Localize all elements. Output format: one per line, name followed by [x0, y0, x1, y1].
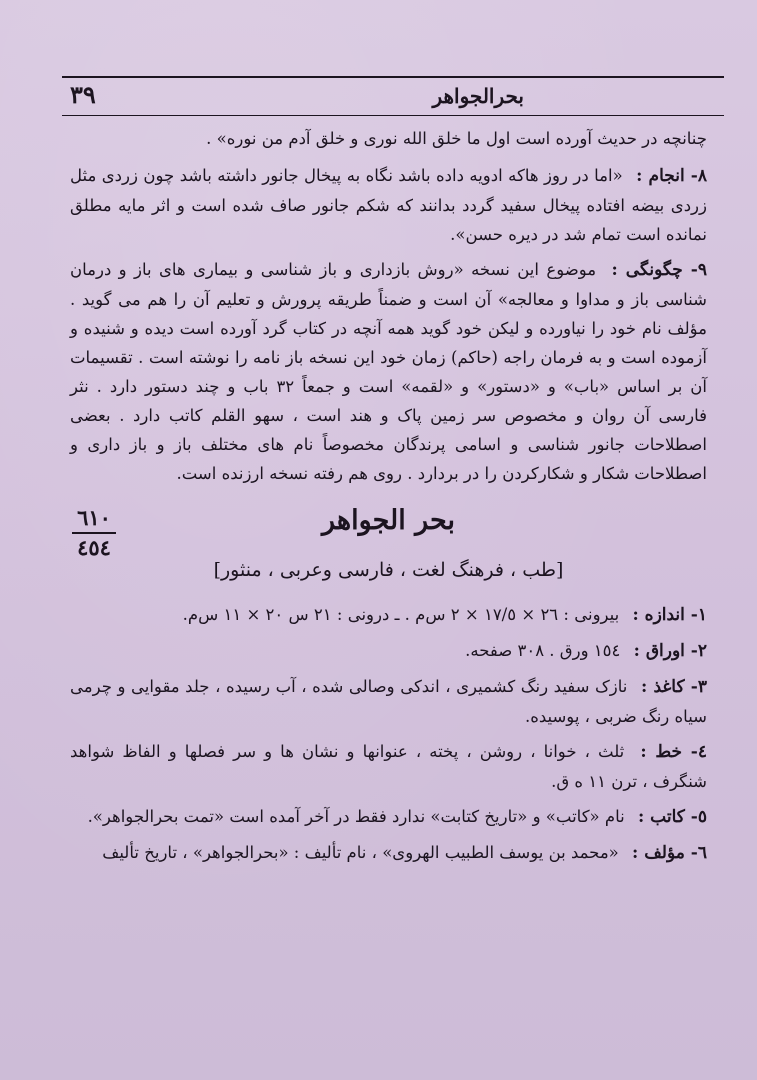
field-text: نازک سفید رنگ کشمیری ، اندکی وصالی شده ، آب رسیده ، جلد مقوایی و چرمی سیاه رنگ ضربی ، پوسیده.: [70, 677, 707, 726]
field-paper: [70, 672, 707, 731]
field-label: ١- اندازه :: [632, 605, 707, 625]
header-top-rule: [62, 76, 724, 78]
field-label: ٤- خط :: [640, 742, 708, 762]
field-ending: [70, 161, 707, 249]
field-text: ثلث ، خوانا ، روشن ، پخته ، عنوانها و نشان ها و سر فصلها و الفاظ شواهد شنگرف ، ترن ١١ ه ق.: [70, 742, 707, 791]
field-text: ١٥٤ ورق . ٣٠٨ صفحه.: [465, 641, 621, 660]
quote-continuation: چنانچه در حدیث آورده است اول ما خلق الله نوری و خلق آدم من نوره» .: [206, 129, 707, 148]
field-script: [70, 737, 707, 796]
field-label: ٩- چگونگی :: [611, 260, 708, 280]
running-title: بحرالجواهر: [432, 84, 524, 108]
page-number: ٣٩: [70, 80, 96, 109]
entry-title: بحر الجواهر: [322, 505, 455, 536]
field-folios: [70, 636, 707, 666]
field-label: ٢- اوراق :: [633, 641, 707, 661]
page-header: [62, 76, 724, 116]
field-label: ٨- انجام :: [636, 166, 707, 186]
header-bottom-rule: [62, 115, 724, 116]
catalog-number-top: ٦١٠: [77, 505, 111, 530]
entry-heading: [70, 504, 707, 596]
field-description: [70, 255, 707, 488]
page-content: [70, 124, 707, 874]
field-label: ٥- کاتب :: [637, 807, 707, 827]
entry-subtitle: [طب ، فرهنگ لغت ، فارسی وعربی ، منثور]: [213, 559, 564, 581]
field-label: ٦- مؤلف :: [632, 843, 707, 863]
field-text: «محمد بن یوسف الطبیب الهروی» ، نام تألیف : «بحرالجواهر» ، تاریخ تألیف: [102, 843, 619, 862]
field-scribe: [70, 802, 707, 832]
field-text: «اما در روز هاکه ادویه داده باشد نگاه به پیخال جانور داشته باشد چون زردی مثل زردی بیضه افتاده پیخال سفید گردد بدانند که شکم جانور صاف شده است و اثر مایه مطلق نمانده است تمام شد در دیره حسن».: [70, 166, 707, 244]
field-size: [70, 600, 707, 630]
field-text: بیرونی : ٢٦ × ١٧/٥ × ٢ س‌م . ـ درونی : ٢١ س ٢٠ × ١١ س‌م.: [182, 605, 620, 624]
field-text: موضوع این نسخه «روش بازداری و باز شناسی و بیماری های باز و درمان شناسی باز و مداوا و معالجه» آن است و ضمناً طریقه پرورش و تعلیم آن را هم می گوید . مؤلف نام خود را نیاورده و لیکن خود گوید همه آنچه در کتاب گرد آورده است دیده و شنیده و آزموده است و به فرمان راجه (حاکم) زمان خود این نسخه باز نامه را نوشته است . تقسیمات آن بر اساس «باب» و «دستور» و «لقمه» است و جمعاً ٣٢ باب و چند دستور دارد . نثر فارسی آن روان و مخصوص سر زمین پاک و هند است ، سهو القلم کاتب دارد . بعضی اصطلاحات جانور شناسی و اسامی پرندگان مخصوصاً نام های مختلف باز و باز داری و اصطلاحات شکار و شکارکردن را در بردارد . روی هم رفته نسخه ارزنده است.: [70, 260, 707, 483]
field-label: ٣- کاغذ :: [640, 677, 707, 697]
catalog-number-bottom: ٤٥٤: [77, 535, 111, 560]
field-author: [70, 838, 707, 868]
field-text: نام «کاتب» و «تاریخ کتابت» ندارد فقط در آخر آمده است «تمت بحرالجواهر».: [87, 807, 625, 826]
